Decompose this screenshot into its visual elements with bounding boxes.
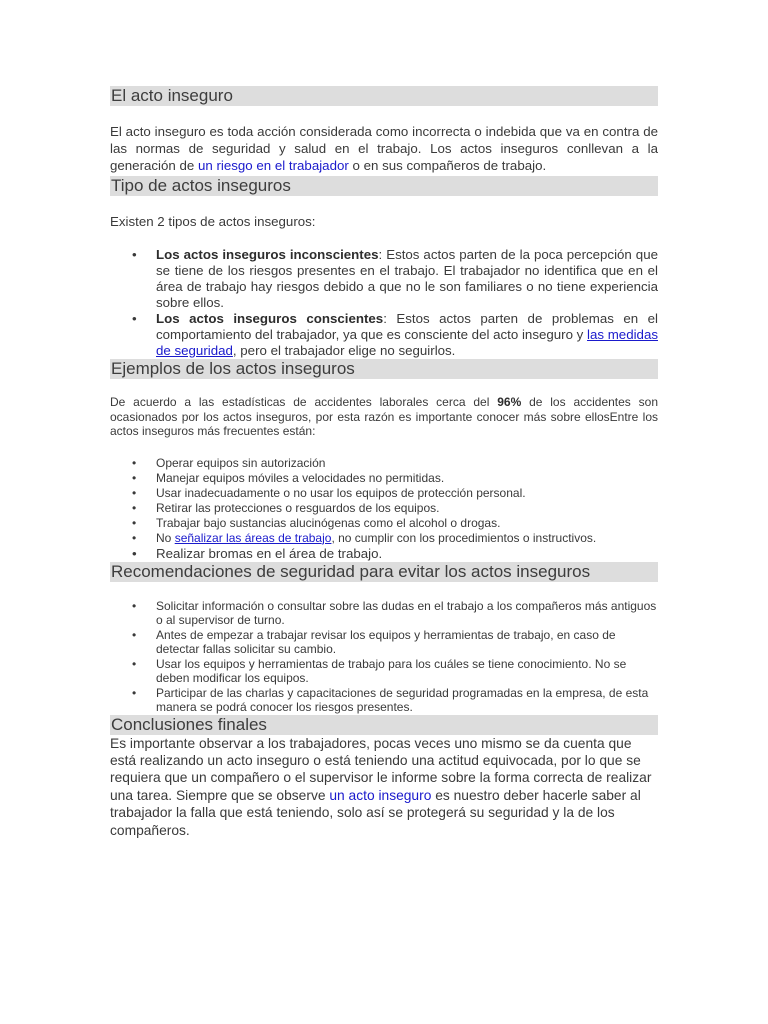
recommendations-list bbox=[110, 599, 658, 715]
list-item bbox=[110, 456, 658, 471]
paragraph-text: El acto inseguro es toda acción considerada como incorrecta o indebida que va en contra de las normas de seguridad y salud en el trabajo. Los actos inseguros conllevan a la generación de bbox=[110, 124, 658, 173]
list-item bbox=[110, 471, 658, 486]
item-term: Los actos inseguros conscientes bbox=[156, 311, 384, 326]
list-item bbox=[110, 657, 658, 686]
list-item bbox=[110, 686, 658, 715]
section-intro: Existen 2 tipos de actos inseguros: bbox=[110, 214, 316, 229]
item-text: , no cumplir con los procedimientos o instructivos. bbox=[331, 530, 597, 545]
list-item bbox=[110, 599, 658, 628]
section-heading-ejemplos: Ejemplos de los actos inseguros bbox=[110, 359, 658, 379]
item-term: Los actos inseguros inconscientes bbox=[156, 247, 379, 262]
list-item bbox=[110, 531, 658, 546]
list-item bbox=[110, 247, 658, 311]
bullet-icon: • bbox=[132, 247, 137, 262]
bullet-icon: • bbox=[132, 685, 137, 700]
list-item bbox=[110, 486, 658, 501]
item-text: : Estos actos parten de problemas en el comportamiento del trabajador, ya que es consciente del acto inseguro y bbox=[156, 311, 658, 342]
list-item bbox=[110, 501, 658, 516]
section-heading-el-acto-inseguro: El acto inseguro bbox=[110, 86, 658, 106]
item-text: Usar los equipos y herramientas de trabajo para los cuáles se tiene conocimiento. No se deben modificar los equipos. bbox=[156, 656, 627, 685]
item-text: No bbox=[156, 530, 175, 545]
bullet-icon: • bbox=[132, 530, 137, 545]
examples-list bbox=[110, 456, 658, 561]
paragraph-text: Es importante observar a los trabajadores, pocas veces uno mismo se da cuenta que está realizando un acto inseguro o está teniendo una actitud equivocada, por lo que se requiera que un compañero o el supervisor le informe sobre la forma correcta de realizar una tarea. Siempre que se observe bbox=[110, 735, 652, 803]
section-paragraph bbox=[110, 735, 658, 839]
bullet-icon: • bbox=[132, 485, 137, 500]
section-paragraph bbox=[110, 123, 658, 174]
list-item bbox=[110, 628, 658, 657]
link-medidas-seguridad[interactable]: las medidas de seguridad bbox=[156, 327, 658, 358]
item-text: Manejar equipos móviles a velocidades no permitidas. bbox=[156, 470, 445, 485]
list-item bbox=[110, 311, 658, 359]
section-intro bbox=[110, 395, 658, 439]
bullet-icon: • bbox=[132, 627, 137, 642]
section-heading-tipo-actos: Tipo de actos inseguros bbox=[110, 176, 658, 196]
item-text: Operar equipos sin autorización bbox=[156, 455, 326, 470]
paragraph-text: o en sus compañeros de trabajo. bbox=[348, 158, 547, 173]
bullet-icon: • bbox=[132, 500, 137, 515]
paragraph-text: de los accidentes son ocasionados por los actos inseguros, por esta razón es importante conocer más sobre ellosEntre los actos inseguros más frecuentes están: bbox=[110, 395, 658, 438]
statistic-value: 96% bbox=[497, 395, 522, 409]
document-page bbox=[110, 86, 658, 839]
item-text: Retirar las protecciones o resguardos de los equipos. bbox=[156, 500, 440, 515]
item-text: : Estos actos parten de la poca percepción que se tiene de los riesgos presentes en el trabajo. El trabajador no identifica que en el área de trabajo hay riesgos debido a que no le son familiares o no tiene experiencia sobre ellos. bbox=[156, 247, 658, 310]
bullet-icon: • bbox=[132, 656, 137, 671]
bullet-icon: • bbox=[132, 598, 137, 613]
link-senalizar-areas[interactable]: señalizar las áreas de trabajo bbox=[174, 530, 332, 545]
list-item bbox=[110, 516, 658, 531]
bullet-icon: • bbox=[132, 470, 137, 485]
bullet-icon: • bbox=[132, 515, 137, 530]
item-text: , pero el trabajador elige no seguirlos. bbox=[232, 343, 456, 358]
bullet-icon: • bbox=[132, 455, 137, 470]
link-riesgo-trabajador[interactable]: un riesgo en el trabajador bbox=[197, 158, 349, 173]
item-text: Usar inadecuadamente o no usar los equipos de protección personal. bbox=[156, 485, 526, 500]
bullet-icon: • bbox=[132, 311, 137, 326]
paragraph-text: De acuerdo a las estadísticas de accidentes laborales cerca del bbox=[110, 395, 498, 409]
types-list bbox=[110, 247, 658, 359]
item-text: Antes de empezar a trabajar revisar los equipos y herramientas de trabajo, en caso de detectar fallas solicitar su cambio. bbox=[156, 627, 616, 656]
list-item bbox=[110, 546, 658, 561]
item-text: Trabajar bajo sustancias alucinógenas como el alcohol o drogas. bbox=[156, 515, 501, 530]
link-acto-inseguro[interactable]: un acto inseguro bbox=[329, 787, 432, 803]
paragraph-text: es nuestro deber hacerle saber al trabajador la falla que está teniendo, solo así se protegerá su seguridad y la de los compañeros. bbox=[110, 787, 641, 838]
section-heading-recomendaciones: Recomendaciones de seguridad para evitar los actos inseguros bbox=[110, 562, 658, 582]
bullet-icon: • bbox=[132, 545, 137, 561]
item-text: Participar de las charlas y capacitaciones de seguridad programadas en la empresa, de esta manera se podrá conocer los riesgos presentes. bbox=[156, 685, 649, 714]
item-text: Solicitar información o consultar sobre las dudas en el trabajo a los compañeros más antiguos o al supervisor de turno. bbox=[156, 598, 657, 627]
section-heading-conclusiones: Conclusiones finales bbox=[110, 715, 658, 735]
item-text: Realizar bromas en el área de trabajo. bbox=[156, 545, 383, 561]
